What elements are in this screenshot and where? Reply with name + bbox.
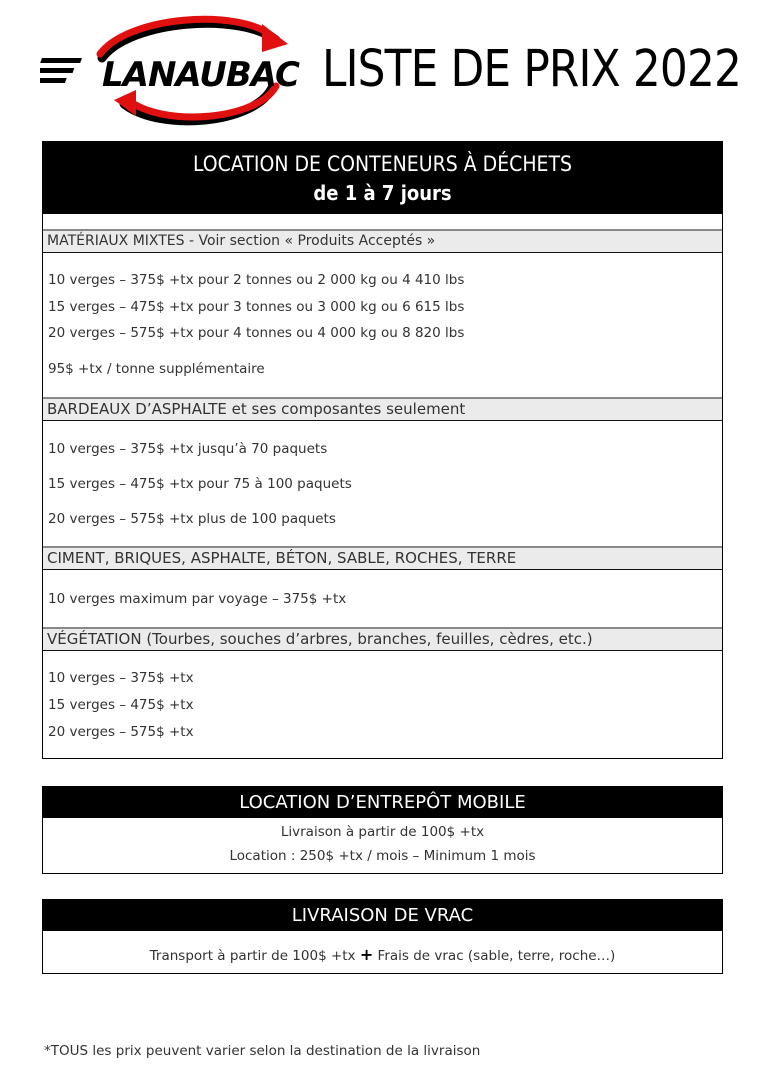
price-line: 95$ +tx / tonne supplémentaire (48, 361, 265, 377)
price-line: 15 verges – 475$ +tx (48, 697, 194, 713)
mobile-storage-header: LOCATION D’ENTREPÔT MOBILE (43, 787, 722, 818)
footnote: *TOUS les prix peuvent varier selon la destination de la livraison (44, 1043, 481, 1059)
lanaubac-logo (40, 14, 302, 130)
price-line: 15 verges – 475$ +tx pour 75 à 100 paquets (48, 476, 352, 492)
container-rental-header (43, 142, 722, 214)
container-rental-section (42, 141, 723, 759)
section-vegetation-title: VÉGÉTATION (Tourbes, souches d’arbres, branches, feuilles, cèdres, etc.) (43, 627, 722, 651)
section-mixed-materials-title: MATÉRIAUX MIXTES - Voir section « Produits Acceptés » (43, 229, 722, 253)
section-heavy-materials-title: CIMENT, BRIQUES, ASPHALTE, BÉTON, SABLE, ROCHES, TERRE (43, 546, 722, 570)
price-line: 10 verges maximum par voyage – 375$ +tx (48, 591, 347, 607)
bulk-fees-text: Frais de vrac (sable, terre, roche…) (377, 948, 616, 964)
price-line: 20 verges – 575$ +tx plus de 100 paquets (48, 511, 336, 527)
bulk-delivery-section (42, 899, 723, 974)
bulk-delivery-line (43, 931, 722, 968)
mobile-storage-section (42, 786, 723, 874)
price-line: 10 verges – 375$ +tx jusqu’à 70 paquets (48, 441, 328, 457)
price-line: 20 verges – 575$ +tx (48, 724, 194, 740)
section-shingles-title: BARDEAUX D’ASPHALTE et ses composantes seulement (43, 397, 722, 421)
container-rental-title: LOCATION DE CONTENEURS À DÉCHETS (192, 152, 573, 176)
bulk-transport-text: Transport à partir de 100$ +tx (149, 948, 356, 964)
logo-wordmark: LANAUBAC (102, 55, 299, 95)
page-title: LISTE DE PRIX 2022 (322, 40, 742, 99)
price-line: 10 verges – 375$ +tx pour 2 tonnes ou 2 000 kg ou 4 410 lbs (48, 272, 465, 288)
price-line: 15 verges – 475$ +tx pour 3 tonnes ou 3 000 kg ou 6 615 lbs (48, 299, 465, 315)
plus-icon: + (359, 945, 374, 964)
price-line: 20 verges – 575$ +tx pour 4 tonnes ou 4 000 kg ou 8 820 lbs (48, 325, 465, 341)
storage-rental-line: Location : 250$ +tx / mois – Minimum 1 mois (229, 848, 536, 864)
bulk-delivery-header: LIVRAISON DE VRAC (43, 900, 722, 931)
container-rental-duration: de 1 à 7 jours (313, 181, 452, 205)
storage-delivery-line: Livraison à partir de 100$ +tx (280, 824, 485, 840)
price-line: 10 verges – 375$ +tx (48, 670, 194, 686)
